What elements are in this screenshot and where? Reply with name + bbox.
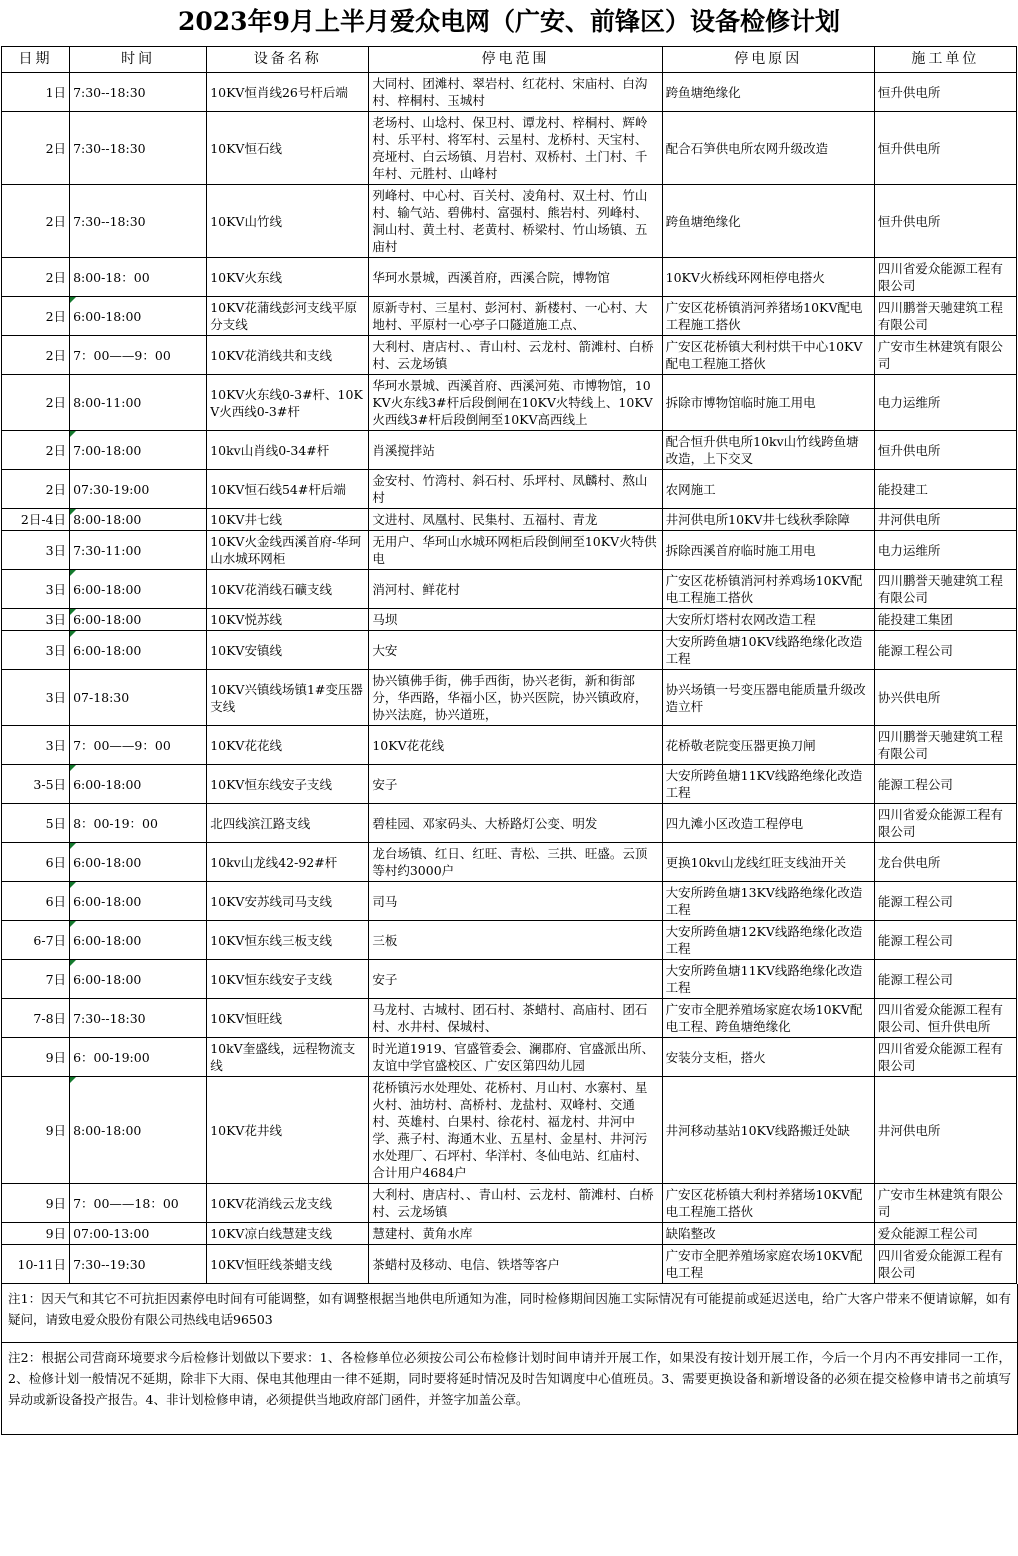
cell-scope: 华珂水景城，西溪首府，西溪合院，博物馆: [369, 258, 662, 297]
column-header-equipment: 设备名称: [207, 47, 369, 73]
table-header-row: [2, 47, 1017, 73]
cell-scope: 司马: [369, 882, 662, 921]
cell-reason: 拆除西溪首府临时施工用电: [662, 531, 874, 570]
table-row: [2, 1184, 1017, 1223]
cell-date: 9日: [2, 1184, 70, 1223]
table-row: [2, 470, 1017, 509]
cell-time: 8:00-18：00: [70, 258, 207, 297]
cell-reason: 拆除市博物馆临时施工用电: [662, 375, 874, 431]
cell-time: 7：00——18：00: [70, 1184, 207, 1223]
cell-date: 3日: [2, 631, 70, 670]
cell-equipment: 10KV凉白线慧建支线: [207, 1223, 369, 1245]
cell-reason: 大安所跨鱼塘11KV线路绝缘化改造工程: [662, 765, 874, 804]
cell-scope: 马龙村、古城村、团石村、茶蜡村、高庙村、团石村、水井村、保城村、: [369, 999, 662, 1038]
cell-reason: 广安区花桥镇大利村烘干中心10KV配电工程施工搭伙: [662, 336, 874, 375]
cell-unit: 电力运维所: [874, 531, 1016, 570]
cell-date: 3-5日: [2, 765, 70, 804]
table-row: [2, 1077, 1017, 1184]
cell-unit: 电力运维所: [874, 375, 1016, 431]
cell-time: 07-18:30: [70, 670, 207, 726]
cell-unit: 能源工程公司: [874, 882, 1016, 921]
cell-equipment: 10KV恒旺线茶蜡支线: [207, 1245, 369, 1284]
cell-time: 7:30--18:30: [70, 73, 207, 112]
cell-time: 6:00-18:00: [70, 843, 207, 882]
cell-equipment: 10KV恒东线安子支线: [207, 765, 369, 804]
column-header-date: 日期: [2, 47, 70, 73]
cell-scope: 安子: [369, 765, 662, 804]
table-row: [2, 509, 1017, 531]
cell-date: 2日-4日: [2, 509, 70, 531]
table-row: [2, 1038, 1017, 1077]
cell-equipment: 10KV安镇线: [207, 631, 369, 670]
cell-scope: 文进村、凤凰村、民集村、五福村、青龙: [369, 509, 662, 531]
cell-date: 10-11日: [2, 1245, 70, 1284]
page-title: 2023年9月上半月爱众电网（广安、前锋区）设备检修计划: [178, 7, 840, 36]
cell-time: 7：00——9：00: [70, 336, 207, 375]
table-row: [2, 73, 1017, 112]
cell-date: 3日: [2, 726, 70, 765]
table-row: [2, 570, 1017, 609]
cell-reason: 井河供电所10KV井七线秋季除障: [662, 509, 874, 531]
table-row: [2, 431, 1017, 470]
cell-scope: 大利村、唐店村、、青山村、云龙村、箭滩村、白桥村、云龙场镇: [369, 1184, 662, 1223]
cell-equipment: 10KV火东线: [207, 258, 369, 297]
cell-date: 2日: [2, 375, 70, 431]
cell-reason: 配合恒升供电所10kv山竹线跨鱼塘改造，上下交叉: [662, 431, 874, 470]
cell-equipment: 10KV安苏线司马支线: [207, 882, 369, 921]
column-header-reason: 停电原因: [662, 47, 874, 73]
table-row: [2, 297, 1017, 336]
cell-time: 6:00-18:00: [70, 609, 207, 631]
cell-scope: 金安村、竹湾村、斜石村、乐坪村、凤麟村、熬山村: [369, 470, 662, 509]
cell-time: 7:30--19:30: [70, 1245, 207, 1284]
column-header-unit: 施工单位: [874, 47, 1016, 73]
column-header-time: 时间: [70, 47, 207, 73]
column-header-scope: 停电范围: [369, 47, 662, 73]
cell-date: 9日: [2, 1038, 70, 1077]
cell-scope: 老场村、山埝村、保卫村、谭龙村、梓桐村、辉岭村、乐平村、将军村、云星村、龙桥村、天宝村、亮垭村、白云场镇、月岩村、双桥村、土门村、千年村、元胜村、山峰村: [369, 112, 662, 185]
cell-equipment: 10kv山龙线42-92#杆: [207, 843, 369, 882]
cell-equipment: 10KV悦苏线: [207, 609, 369, 631]
cell-time: 6:00-18:00: [70, 631, 207, 670]
cell-equipment: 10KV花消线共和支线: [207, 336, 369, 375]
cell-date: 3日: [2, 570, 70, 609]
cell-unit: 广安市生林建筑有限公司: [874, 1184, 1016, 1223]
cell-reason: 跨鱼塘绝缘化: [662, 73, 874, 112]
cell-reason: 农网施工: [662, 470, 874, 509]
table-row: [2, 631, 1017, 670]
cell-scope: 碧桂园、邓家码头、大桥路灯公变、明发: [369, 804, 662, 843]
cell-scope: 协兴镇佛手街，佛手西街，协兴老街，新和街部分，华西路，华福小区，协兴医院，协兴镇政府，协兴法庭，协兴道班，: [369, 670, 662, 726]
cell-date: 3日: [2, 609, 70, 631]
table-row: [2, 999, 1017, 1038]
cell-date: 7-8日: [2, 999, 70, 1038]
table-row: [2, 921, 1017, 960]
cell-scope: 马坝: [369, 609, 662, 631]
cell-date: 6日: [2, 882, 70, 921]
table-row: [2, 258, 1017, 297]
cell-reason: 更换10kv山龙线红旺支线油开关: [662, 843, 874, 882]
cell-unit: 四川省爱众能源工程有限公司: [874, 1245, 1016, 1284]
cell-scope: 无用户、华珂山水城环网柜后段倒闸至10KV火特供电: [369, 531, 662, 570]
cell-reason: 大安所跨鱼塘13KV线路绝缘化改造工程: [662, 882, 874, 921]
cell-time: 6:00-18:00: [70, 960, 207, 999]
table-row: [2, 609, 1017, 631]
cell-date: 2日: [2, 336, 70, 375]
cell-unit: 四川省爱众能源工程有限公司、恒升供电所: [874, 999, 1016, 1038]
cell-time: 6:00-18:00: [70, 297, 207, 336]
cell-reason: 花桥敬老院变压器更换刀闸: [662, 726, 874, 765]
cell-scope: 10KV花花线: [369, 726, 662, 765]
cell-time: 7:30-11:00: [70, 531, 207, 570]
cell-date: 6日: [2, 843, 70, 882]
cell-time: 6:00-18:00: [70, 765, 207, 804]
cell-reason: 大安所跨鱼塘10KV线路绝缘化改造工程: [662, 631, 874, 670]
cell-date: 3日: [2, 670, 70, 726]
cell-reason: 井河移动基站10KV线路搬迁处缺: [662, 1077, 874, 1184]
cell-equipment: 10KV花消线云龙支线: [207, 1184, 369, 1223]
cell-time: 6:00-18:00: [70, 570, 207, 609]
cell-time: 6:00-18:00: [70, 882, 207, 921]
cell-equipment: 10KV花消线石礦支线: [207, 570, 369, 609]
cell-date: 7日: [2, 960, 70, 999]
footnote-2: 注2：根据公司营商环境要求今后检修计划做以下要求：1、各检修单位必须按公司公布检修计划时间申请并开展工作，如果没有按计划开展工作，今后一个月内不再安排同一工作，2、检修计划一般情况不延期，除非下大雨、保电其他理由一律不延期，同时要将延时情况及时告知调度中心值班员。3、需要更换设备和新增设备的必须在提交检修申请书之前填写异动或新设备投产报告。4、非计划检修申请，必须提供当地政府部门函件，并签字加盖公章。: [2, 1342, 1018, 1434]
cell-reason: 缺陷整改: [662, 1223, 874, 1245]
table-row: [2, 112, 1017, 185]
cell-equipment: 10KV恒石线: [207, 112, 369, 185]
cell-date: 2日: [2, 297, 70, 336]
cell-time: 6：00-19:00: [70, 1038, 207, 1077]
cell-date: 1日: [2, 73, 70, 112]
cell-time: 7：00——9：00: [70, 726, 207, 765]
cell-equipment: 10KV恒肖线26号杆后端: [207, 73, 369, 112]
cell-reason: 广安区花桥镇消河村养鸡场10KV配电工程施工搭伙: [662, 570, 874, 609]
cell-date: 2日: [2, 431, 70, 470]
cell-scope: 肖溪搅拌站: [369, 431, 662, 470]
cell-scope: 大利村、唐店村、、青山村、云龙村、箭滩村、白桥村、云龙场镇: [369, 336, 662, 375]
cell-equipment: 10KV兴镇线场镇1#变压器支线: [207, 670, 369, 726]
cell-date: 9日: [2, 1077, 70, 1184]
table-row: [2, 726, 1017, 765]
cell-unit: 能投建工: [874, 470, 1016, 509]
table-row: [2, 1223, 1017, 1245]
table-row: [2, 804, 1017, 843]
cell-unit: 四川鹏誉天驰建筑工程有限公司: [874, 297, 1016, 336]
cell-equipment: 北四线滨江路支线: [207, 804, 369, 843]
table-header: [2, 47, 1017, 73]
cell-date: 5日: [2, 804, 70, 843]
cell-equipment: 10KV花蒲线彭河支线平原分支线: [207, 297, 369, 336]
cell-date: 2日: [2, 185, 70, 258]
cell-equipment: 10KV花井线: [207, 1077, 369, 1184]
table-row: [2, 960, 1017, 999]
cell-time: 7:30--18:30: [70, 112, 207, 185]
cell-reason: 协兴场镇一号变压器电能质量升级改造立杆: [662, 670, 874, 726]
footnote-1: 注1：因天气和其它不可抗拒因素停电时间有可能调整，如有调整根据当地供电所通知为准，同时检修期间因施工实际情况有可能提前或延迟送电，给广大客户带来不便请谅解，如有疑问，请致电爱众股份有限公司热线电话96503: [2, 1284, 1018, 1342]
cell-equipment: 10KV井七线: [207, 509, 369, 531]
cell-time: 07:00-13:00: [70, 1223, 207, 1245]
cell-scope: 茶蜡村及移动、电信、铁塔等客户: [369, 1245, 662, 1284]
cell-reason: 配合石笋供电所农网升级改造: [662, 112, 874, 185]
cell-equipment: 10KV恒旺线: [207, 999, 369, 1038]
cell-date: 2日: [2, 470, 70, 509]
cell-scope: 时光道1919、官盛管委会、澜郡府、官盛派出所、友谊中学官盛校区、广安区第四幼儿园: [369, 1038, 662, 1077]
cell-scope: 大安: [369, 631, 662, 670]
cell-unit: 四川鹏誉天驰建筑工程有限公司: [874, 570, 1016, 609]
table-row: [2, 882, 1017, 921]
cell-unit: 井河供电所: [874, 1077, 1016, 1184]
cell-unit: 爱众能源工程公司: [874, 1223, 1016, 1245]
cell-reason: 10KV火桥线环网柜停电搭火: [662, 258, 874, 297]
cell-unit: 四川省爱众能源工程有限公司: [874, 258, 1016, 297]
cell-scope: 花桥镇污水处理处、花桥村、月山村、水寨村、星火村、油坊村、高桥村、龙盐村、双峰村、交通村、英雄村、白果村、徐花村、福龙村、井河中学、燕子村、海通木业、五星村、金星村、井河污水处理厂、石坪村、华洋村、冬仙电站、红庙村、合计用户4684户: [369, 1077, 662, 1184]
cell-reason: 广安市全肥养殖场家庭农场10KV配电工程、跨鱼塘绝缘化: [662, 999, 874, 1038]
cell-unit: 四川省爱众能源工程有限公司: [874, 1038, 1016, 1077]
cell-reason: 四九滩小区改造工程停电: [662, 804, 874, 843]
cell-scope: 原新寺村、三星村、彭河村、新楼村、一心村、大地村、平原村一心亭子口隧道施工点、: [369, 297, 662, 336]
cell-equipment: 10KV火金线西溪首府-华珂山水城环网柜: [207, 531, 369, 570]
cell-date: 6-7日: [2, 921, 70, 960]
cell-equipment: 10KV恒石线54#杆后端: [207, 470, 369, 509]
cell-unit: 恒升供电所: [874, 185, 1016, 258]
cell-scope: 慧建村、黄角水库: [369, 1223, 662, 1245]
cell-unit: 恒升供电所: [874, 112, 1016, 185]
footnote-row-1: [2, 1284, 1018, 1342]
cell-unit: 恒升供电所: [874, 431, 1016, 470]
cell-time: 7:30--18:30: [70, 185, 207, 258]
table-row: [2, 843, 1017, 882]
table-row: [2, 670, 1017, 726]
table-row: [2, 531, 1017, 570]
cell-equipment: 10kV奎盛线，远程物流支线: [207, 1038, 369, 1077]
cell-equipment: 10KV火东线0-3#杆、10KV火西线0-3#杆: [207, 375, 369, 431]
table-row: [2, 1245, 1017, 1284]
cell-equipment: 10KV花花线: [207, 726, 369, 765]
cell-unit: 四川省爱众能源工程有限公司: [874, 804, 1016, 843]
cell-unit: 能投建工集团: [874, 609, 1016, 631]
cell-reason: 大安所跨鱼塘12KV线路绝缘化改造工程: [662, 921, 874, 960]
cell-reason: 广安市全肥养殖场家庭农场10KV配电工程: [662, 1245, 874, 1284]
maintenance-plan-table: [1, 46, 1017, 1284]
table-row: [2, 185, 1017, 258]
cell-date: 3日: [2, 531, 70, 570]
table-row: [2, 375, 1017, 431]
cell-unit: 能源工程公司: [874, 765, 1016, 804]
footnote-row-2: [2, 1342, 1018, 1434]
cell-scope: 华珂水景城、西溪首府、西溪河苑、市博物馆，10KV火东线3#杆后段倒闸在10KV火特线上、10KV火西线3#杆后段倒闸至10KV高西线上: [369, 375, 662, 431]
cell-reason: 跨鱼塘绝缘化: [662, 185, 874, 258]
cell-date: 2日: [2, 258, 70, 297]
cell-time: 7:00-18:00: [70, 431, 207, 470]
cell-date: 2日: [2, 112, 70, 185]
cell-scope: 龙台场镇、红日、红旺、青松、三拱、旺盛。云顶等村约3000户: [369, 843, 662, 882]
cell-unit: 广安市生林建筑有限公司: [874, 336, 1016, 375]
cell-unit: 龙台供电所: [874, 843, 1016, 882]
cell-unit: 四川鹏誉天驰建筑工程有限公司: [874, 726, 1016, 765]
cell-reason: 大安所灯塔村农网改造工程: [662, 609, 874, 631]
cell-reason: 安装分支柜，搭火: [662, 1038, 874, 1077]
cell-unit: 能源工程公司: [874, 960, 1016, 999]
cell-equipment: 10KV恒东线三板支线: [207, 921, 369, 960]
cell-unit: 能源工程公司: [874, 921, 1016, 960]
cell-unit: 能源工程公司: [874, 631, 1016, 670]
cell-equipment: 10kv山肖线0-34#杆: [207, 431, 369, 470]
cell-reason: 广安区花桥镇消河养猪场10KV配电工程施工搭伙: [662, 297, 874, 336]
cell-equipment: 10KV山竹线: [207, 185, 369, 258]
cell-time: 07:30-19:00: [70, 470, 207, 509]
cell-reason: 广安区花桥镇大利村养猪场10KV配电工程施工搭伙: [662, 1184, 874, 1223]
cell-scope: 消河村、鲜花村: [369, 570, 662, 609]
table-row: [2, 336, 1017, 375]
cell-time: 8:00-18:00: [70, 509, 207, 531]
cell-time: 7:30--18:30: [70, 999, 207, 1038]
cell-date: 9日: [2, 1223, 70, 1245]
cell-unit: 恒升供电所: [874, 73, 1016, 112]
cell-scope: 安子: [369, 960, 662, 999]
cell-reason: 大安所跨鱼塘11KV线路绝缘化改造工程: [662, 960, 874, 999]
cell-equipment: 10KV恒东线安子支线: [207, 960, 369, 999]
cell-unit: 协兴供电所: [874, 670, 1016, 726]
cell-scope: 大同村、团滩村、翠岩村、红花村、宋庙村、白沟村、梓桐村、玉城村: [369, 73, 662, 112]
cell-time: 8：00-19：00: [70, 804, 207, 843]
footnotes-table: [1, 1284, 1018, 1435]
cell-time: 8:00-18:00: [70, 1077, 207, 1184]
cell-time: 8:00-11:00: [70, 375, 207, 431]
cell-unit: 井河供电所: [874, 509, 1016, 531]
cell-scope: 三板: [369, 921, 662, 960]
table-body: [2, 73, 1017, 1284]
table-row: [2, 765, 1017, 804]
cell-scope: 列峰村、中心村、百关村、凌角村、双土村、竹山村、输气站、碧佛村、富强村、熊岩村、列峰村、洞山村、黄土村、老黄村、桥梁村、竹山场镇、五庙村: [369, 185, 662, 258]
cell-time: 6:00-18:00: [70, 921, 207, 960]
